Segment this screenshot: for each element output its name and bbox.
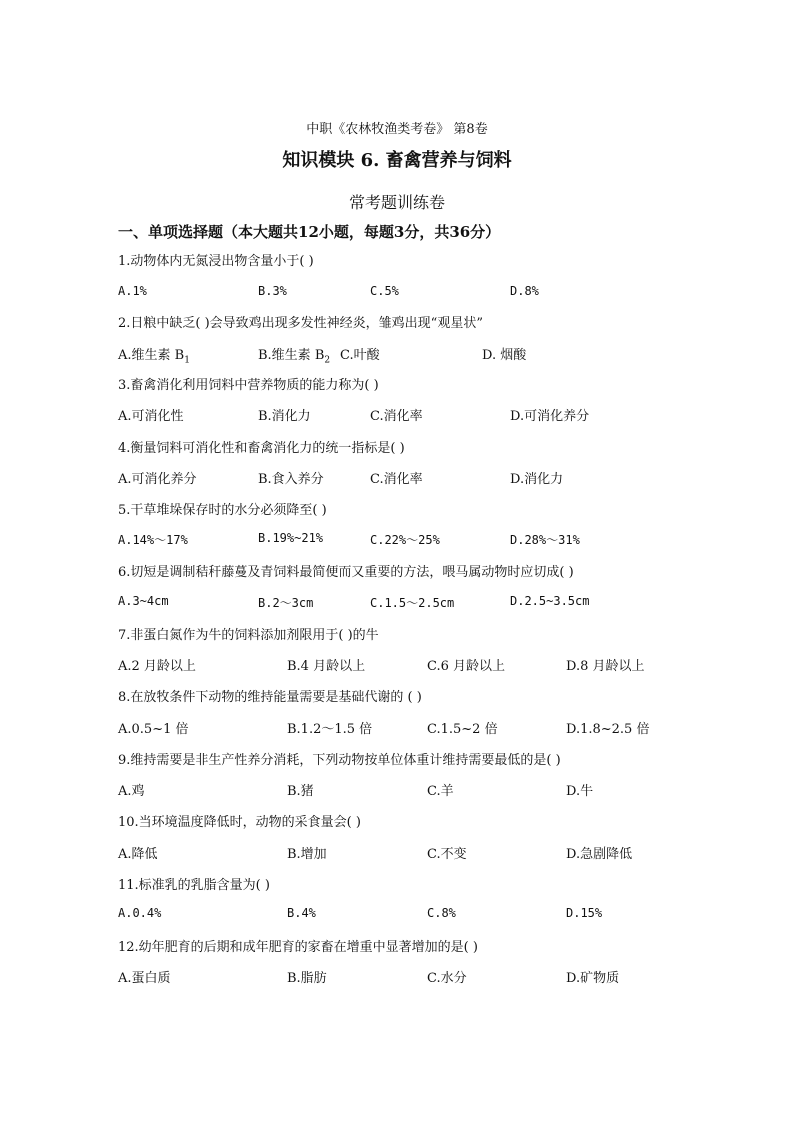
option-c: C.叶酸: [340, 348, 380, 363]
option-b: B.食入养分: [258, 472, 324, 487]
section-title: 一、单项选择题（本大题共12小题，每题3分，共36分）: [118, 223, 501, 241]
option-b: B.3%: [258, 284, 287, 298]
question-stem: 11.标准乳的乳脂含量为( ): [118, 878, 270, 893]
paper-type: 常考题训练卷: [348, 193, 445, 212]
option-c: C.22%～25%: [370, 533, 440, 547]
option-d: D.8 月龄以上: [566, 659, 645, 674]
question-stem: 6.切短是调制秸秆藤蔓及青饲料最简便而又重要的方法，喂马属动物时应切成( ): [118, 565, 574, 580]
option-d: D.急剧降低: [566, 847, 633, 862]
option-d: D.15%: [566, 906, 603, 920]
question-stem: 1.动物体内无氮浸出物含量小于( ): [118, 254, 314, 269]
option-c: C.5%: [370, 284, 399, 298]
option-a: A.维生素 $B_1$: [118, 348, 190, 366]
option-b: B.1.2～1.5 倍: [287, 722, 373, 737]
exam-title: 中职《农林牧渔类考卷》 第8卷: [306, 122, 488, 137]
option-c: C.6 月龄以上: [427, 659, 506, 674]
option-c: C.1.5~2 倍: [427, 722, 498, 737]
option-c: C.不变: [427, 847, 467, 862]
option-c: C.8%: [427, 906, 456, 920]
option-a: A.鸡: [118, 784, 145, 799]
option-d: D.1.8~2.5 倍: [566, 722, 650, 737]
option-a: A.降低: [118, 847, 158, 862]
module-title: 知识模块 6. 畜禽营养与饲料: [282, 150, 512, 171]
option-a: A.0.4%: [118, 906, 162, 920]
option-c: C.消化率: [370, 409, 423, 424]
question-stem: 4.衡量饲料可消化性和畜禽消化力的统一指标是( ): [118, 441, 405, 456]
option-a: A.3~4cm: [118, 594, 169, 608]
option-a: A.可消化性: [118, 409, 184, 424]
option-d: D.可消化养分: [510, 409, 590, 424]
option-a: A.蛋白质: [118, 971, 171, 986]
option-a: A.2 月龄以上: [118, 659, 196, 674]
option-b: B.19%~21%: [258, 531, 324, 545]
option-c: C.水分: [427, 971, 467, 986]
option-b: B.增加: [287, 847, 327, 862]
question-stem: 9.维持需要是非生产性养分消耗，下列动物按单位体重计维持需要最低的是( ): [118, 753, 561, 768]
question-stem: 8.在放牧条件下动物的维持能量需要是基础代谢的 ( ): [118, 690, 422, 705]
option-d: D.28%～31%: [510, 533, 580, 547]
option-a: A.1%: [118, 284, 147, 298]
option-d: D.2.5~3.5cm: [510, 594, 590, 608]
option-c: C.消化率: [370, 472, 423, 487]
option-c: C.羊: [427, 784, 454, 799]
option-b: B.猪: [287, 784, 314, 799]
option-b: B.2～3cm: [258, 596, 314, 610]
option-a: A.可消化养分: [118, 472, 197, 487]
option-d: D. 烟酸: [482, 348, 527, 363]
option-d: D.牛: [566, 784, 594, 799]
question-stem: 10.当环境温度降低时，动物的采食量会( ): [118, 815, 361, 830]
question-stem: 5.干草堆垛保存时的水分必须降至( ): [118, 503, 327, 518]
question-stem: 2.日粮中缺乏( )会导致鸡出现多发性神经炎，雏鸡出现“观星状”: [118, 316, 483, 331]
option-d: D.消化力: [510, 472, 564, 487]
option-d: D.矿物质: [566, 971, 620, 986]
question-stem: 3.畜禽消化利用饲料中营养物质的能力称为( ): [118, 378, 379, 393]
option-a: A.14%～17%: [118, 533, 188, 547]
option-b: B.消化力: [258, 409, 311, 424]
option-c: C.1.5～2.5cm: [370, 596, 455, 610]
option-b: B.4 月龄以上: [287, 659, 366, 674]
option-a: A.0.5~1 倍: [118, 722, 189, 737]
question-stem: 7.非蛋白氮作为牛的饲料添加剂限用于( )的牛: [118, 628, 379, 643]
option-b: B.4%: [287, 906, 316, 920]
option-b: B.维生素 $B_2$: [258, 348, 331, 366]
option-d: D.8%: [510, 284, 539, 298]
question-stem: 12.幼年肥育的后期和成年肥育的家畜在增重中显著增加的是( ): [118, 940, 478, 955]
option-b: B.脂肪: [287, 971, 327, 986]
